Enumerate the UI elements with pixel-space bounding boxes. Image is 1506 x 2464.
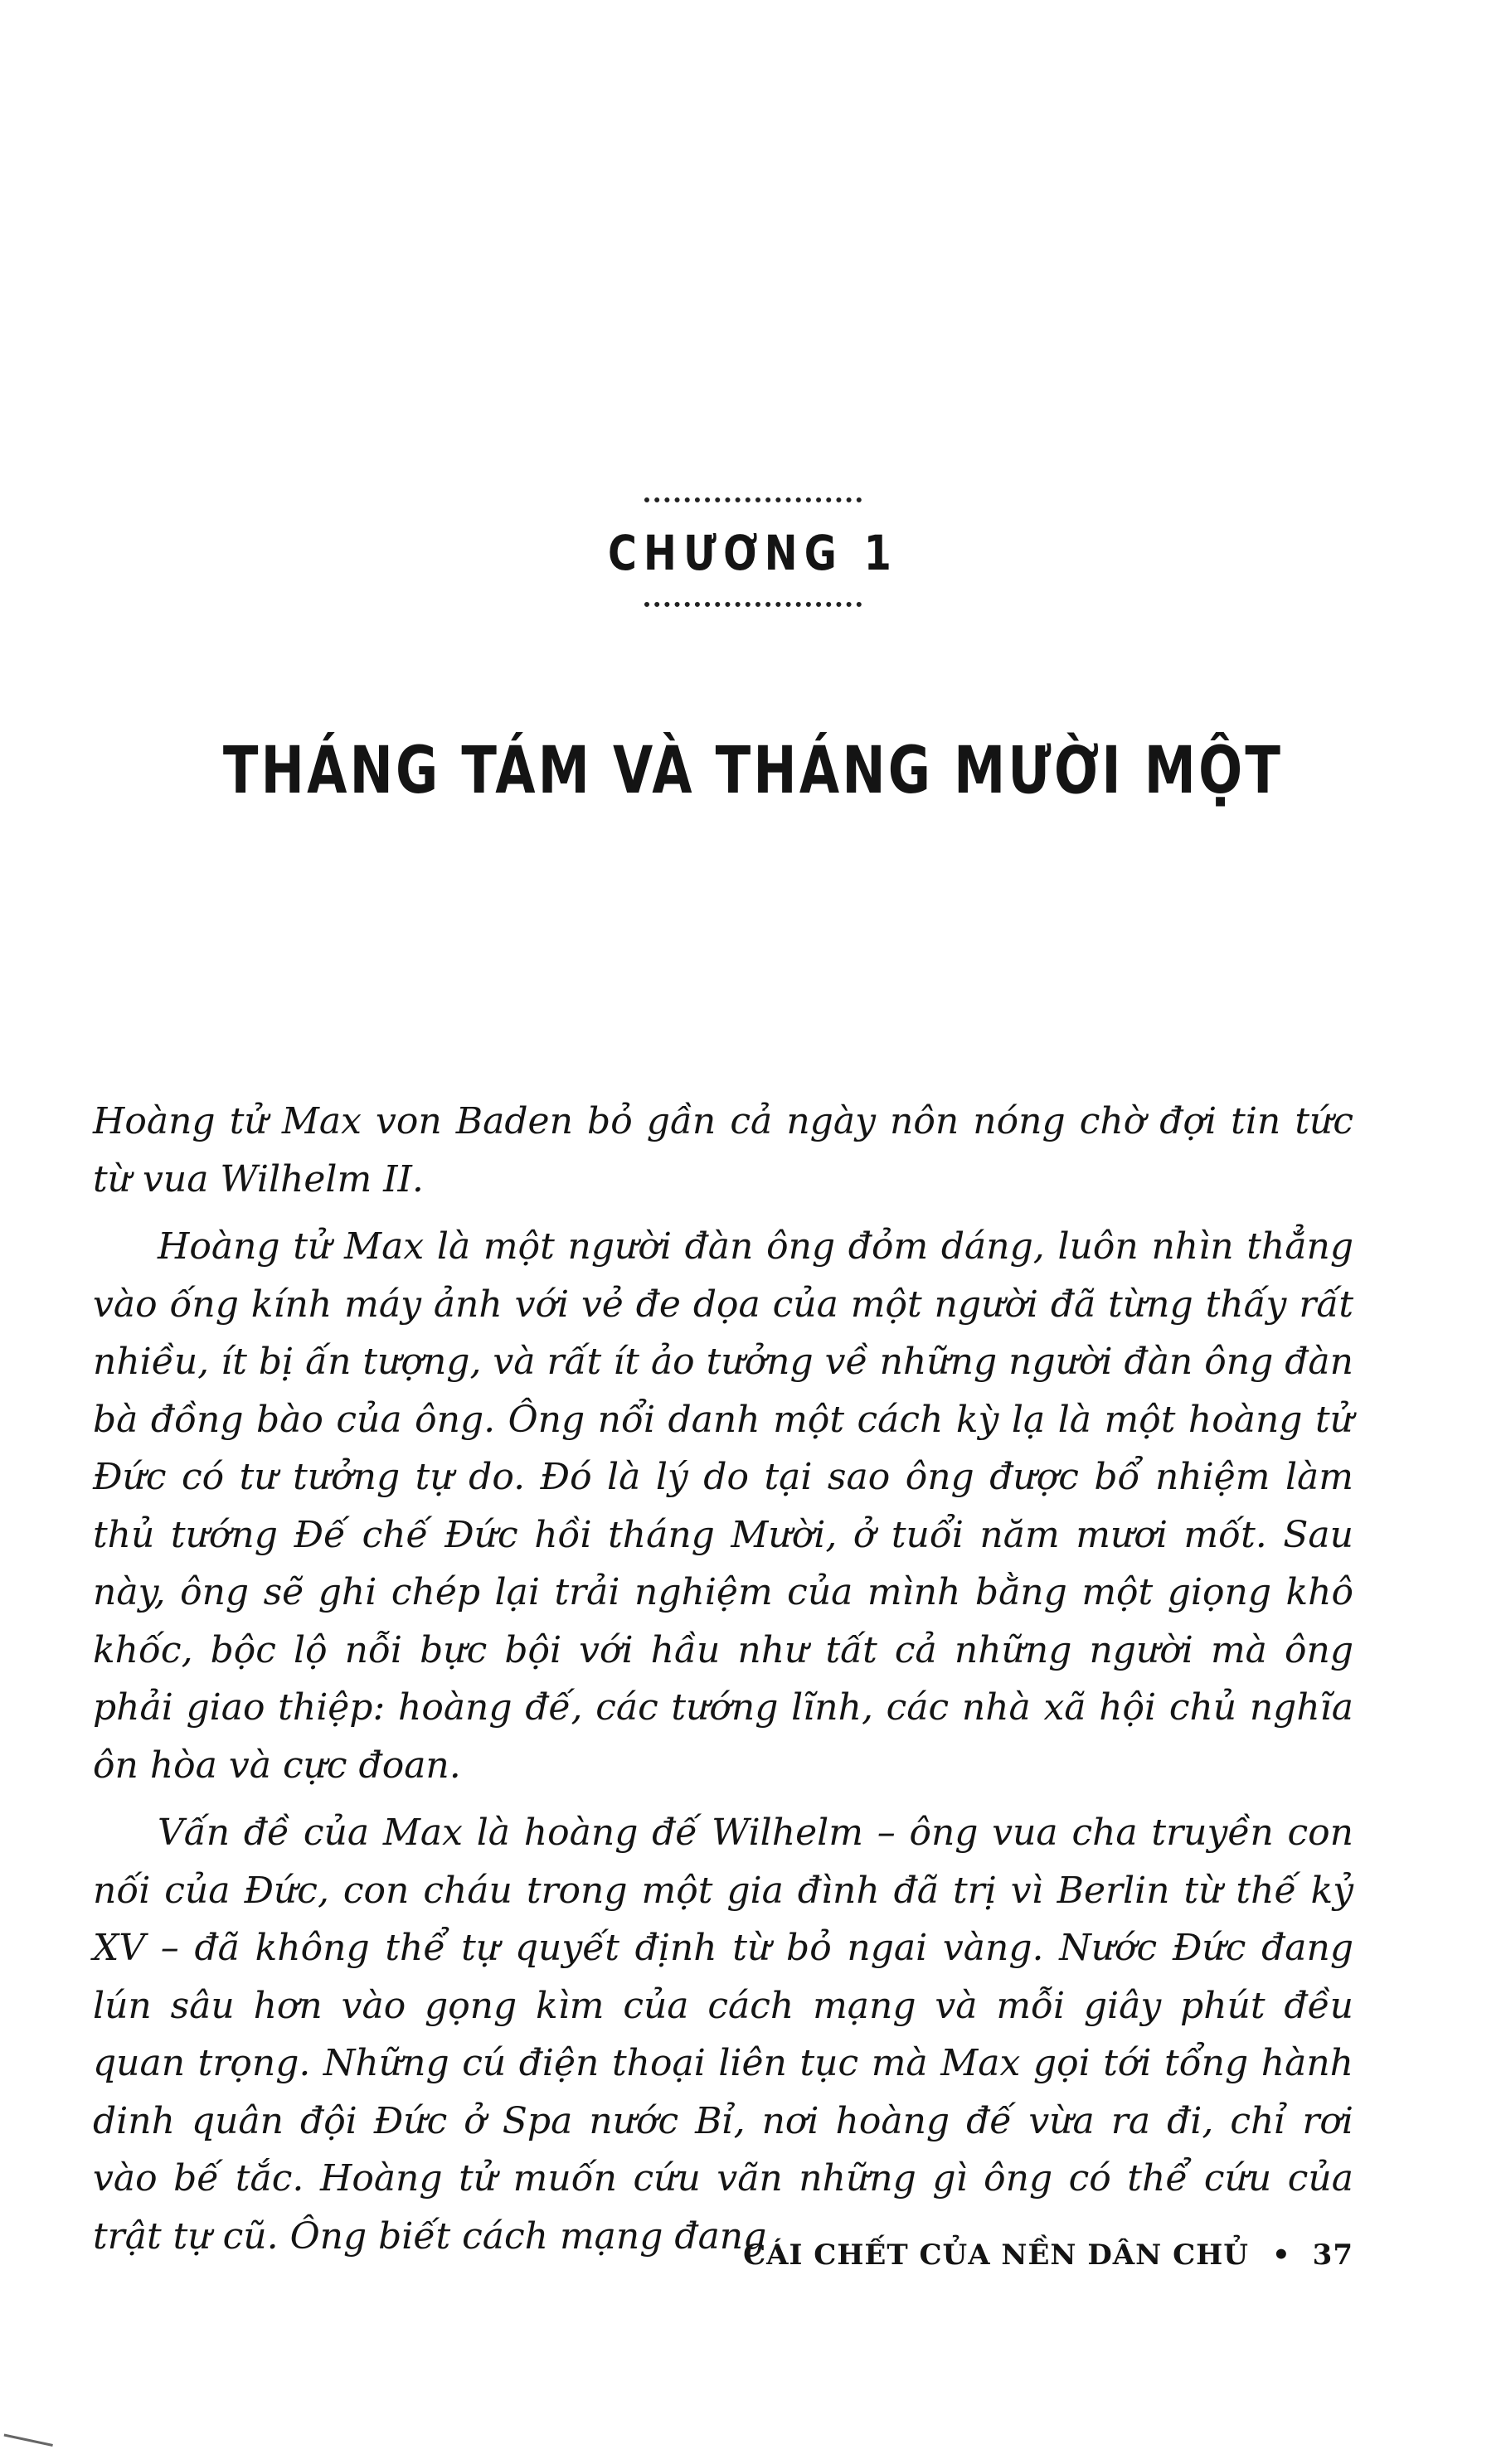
paragraph: Vấn đề của Max là hoàng đế Wilhelm – ông vua cha truyền con nối của Đức, con cháu trong một gia đình đã trị vì Berlin từ thế kỷ XV – đã không thể tự quyết định từ bỏ ngai vàng. Nước Đức đang lún sâu hơn vào gọng kìm của cách mạng và mỗi giây phút đều quan trọng. Những cú điện thoại liên tục mà Max gọi tới tổng hành dinh quân đội Đức ở Spa nước Bỉ, nơi hoàng đế vừa ra đi, chỉ rơi vào bế tắc. Hoàng tử muốn cứu vãn những gì ông có thể cứu của trật tự cũ. Ông biết cách mạng đang [93,1812,1353,2258]
page-number: 37 [1312,2238,1353,2272]
dotted-rule-bottom [644,602,862,607]
scan-edge-mark [0,2434,53,2464]
dotted-rule-top [644,497,862,502]
paragraph: Hoàng tử Max là một người đàn ông đỏm dáng, luôn nhìn thẳng vào ống kính máy ảnh với vẻ đe dọa của một người đã từng thấy rất nhiều, ít bị ấn tượng, và rất ít ảo tưởng về những người đàn ông đàn bà đồng bào của ông. Ông nổi danh một cách kỳ lạ là một hoàng tử Đức có tư tưởng tự do. Đó là lý do tại sao ông được bổ nhiệm làm thủ tướng Đế chế Đức hồi tháng Mười, ở tuổi năm mươi mốt. Sau này, ông sẽ ghi chép lại trải nghiệm của mình bằng một giọng khô khốc, bộc lộ nỗi bực bội với hầu như tất cả những người mà ông phải giao thiệp: hoàng đế, các tướng lĩnh, các nhà xã hội chủ nghĩa ôn hòa và cực đoan. [93,1225,1353,1787]
chapter-title: THÁNG TÁM VÀ THÁNG MƯỜI MỘT [222,734,1284,808]
body-text [93,1093,1353,2275]
footer-bullet: • [1271,2238,1291,2272]
footer-book-title: CÁI CHẾT CỦA NỀN DÂN CHỦ [743,2238,1249,2272]
chapter-number-label: CHƯƠNG 1 [607,525,899,581]
running-footer [743,2238,1353,2272]
paragraph-opening: Hoàng tử Max von Baden bỏ gần cả ngày nôn nóng chờ đợi tin tức từ vua Wilhelm II. [93,1100,1353,1200]
chapter-heading [0,497,1506,607]
